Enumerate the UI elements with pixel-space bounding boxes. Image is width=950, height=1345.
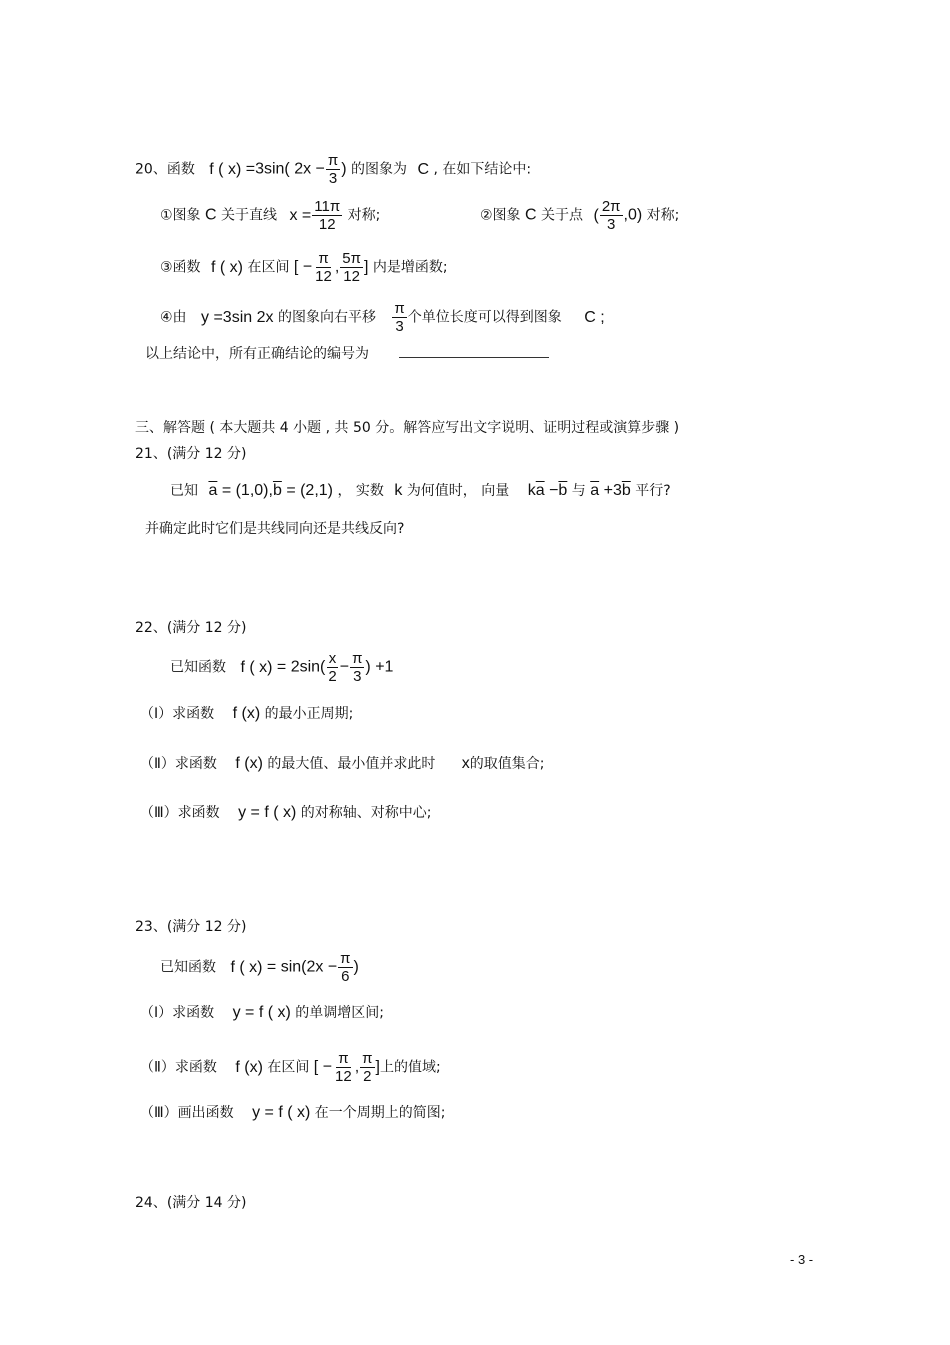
math-C: C xyxy=(205,206,217,224)
text: 在区间 xyxy=(267,1059,310,1076)
math-expr: y =3sin 2x xyxy=(201,308,274,326)
text: 已知函数 xyxy=(160,959,216,976)
vector-a: $\overline{a}$ xyxy=(590,482,600,499)
text: , 在如下结论中: xyxy=(433,161,532,178)
text: 的单调增区间; xyxy=(295,1005,384,1021)
q20-number: 20、函数 xyxy=(135,161,195,178)
text: （Ⅲ）求函数 xyxy=(140,805,220,821)
text: 的最小正周期; xyxy=(264,706,354,722)
q21-line1 xyxy=(170,482,671,500)
math-C: C xyxy=(417,160,430,178)
q23-part-2 xyxy=(140,1050,441,1085)
fraction: $\frac{\pi}{3}$ xyxy=(327,152,339,187)
q22-part-3 xyxy=(140,804,432,822)
paren: ) xyxy=(341,160,347,178)
text: （Ⅰ）求函数 xyxy=(140,706,215,722)
vector-b: $\overline{b}$ xyxy=(621,482,631,499)
math-fx: f ( x) xyxy=(240,658,273,676)
math-fx: f (x) xyxy=(235,755,263,772)
math-C: C xyxy=(525,206,537,224)
math-expr: ,0) xyxy=(623,206,643,224)
paren: ( xyxy=(593,206,599,224)
page-number: - 3 - xyxy=(790,1252,814,1267)
q24-head: 24、(满分 14 分) xyxy=(135,1195,247,1211)
text: 的最大值、最小值并求此时 xyxy=(267,756,436,772)
fraction: $\frac{\pi}{3}$ xyxy=(352,650,363,685)
text: 平行? xyxy=(635,483,671,499)
q21-line2: 并确定此时它们是共线同向还是共线反向? xyxy=(145,521,405,537)
q20-option-4 xyxy=(160,300,605,335)
q20-option-2 xyxy=(480,198,679,233)
math-expr: x = xyxy=(289,206,312,224)
text: 对称; xyxy=(347,207,381,224)
math-fx: f ( x) xyxy=(209,160,242,178)
text: 在区间 xyxy=(247,259,290,276)
math-x: x xyxy=(461,755,470,772)
section-heading: 三、解答题 ( 本大题共 4 小题 , 共 50 分。解答应写出文字说明、证明过程或演算步骤 ) xyxy=(135,420,680,436)
math-C: C ; xyxy=(584,308,605,326)
text: ①图象 xyxy=(160,207,201,224)
math-op: − xyxy=(339,658,350,676)
fraction: $\frac{11\pi}{12}$ xyxy=(314,198,341,233)
comma: , xyxy=(334,258,340,276)
paren: ) xyxy=(353,958,359,976)
q23-head: 23、(满分 12 分) xyxy=(135,919,247,935)
text: 个单位长度可以得到图象 xyxy=(407,309,562,326)
q23-part-3 xyxy=(140,1104,446,1122)
math-fx: f (x) xyxy=(235,1058,263,1076)
fraction: $\frac{5\pi}{12}$ xyxy=(342,250,361,285)
q20-option-3 xyxy=(160,250,448,285)
text: 为何值时， 向量 xyxy=(406,483,510,499)
text: （Ⅱ）求函数 xyxy=(140,1059,217,1076)
vector-b: $\overline{b}$ xyxy=(272,482,282,499)
text: ③函数 xyxy=(160,259,201,276)
bracket: [ − xyxy=(313,1058,333,1076)
q22-part-1 xyxy=(140,705,353,723)
math-fx: y = f ( x) xyxy=(232,1004,291,1021)
text: 的图象为 xyxy=(351,161,408,178)
math-k: k xyxy=(394,482,403,499)
math-fx: f (x) xyxy=(232,705,261,722)
q20-option-1 xyxy=(160,198,380,233)
q20-stem xyxy=(135,152,531,187)
text: 的取值集合; xyxy=(469,756,545,772)
math-op: − xyxy=(549,482,559,499)
text: 以上结论中，所有正确结论的编号为 xyxy=(145,346,369,362)
math-fx: f ( x) xyxy=(230,958,263,976)
text: 关于直线 xyxy=(221,207,278,224)
fraction: $\frac{\pi}{3}$ xyxy=(394,300,405,335)
math-fx: f ( x) xyxy=(211,258,244,276)
fraction: $\frac{\pi}{12}$ xyxy=(335,1050,352,1085)
math-expr: = (1,0), xyxy=(221,482,273,499)
math-expr: ) +1 xyxy=(365,658,394,676)
q21-head: 21、(满分 12 分) xyxy=(135,446,247,462)
text: 已知 xyxy=(170,483,198,499)
text: 关于点 xyxy=(541,207,584,224)
math-expr: =3sin( 2x − xyxy=(245,160,325,178)
text: 已知函数 xyxy=(170,659,226,676)
text: ④由 xyxy=(160,309,187,326)
text: 的对称轴、对称中心; xyxy=(300,805,432,821)
q22-part-2 xyxy=(140,755,545,773)
text: （Ⅱ）求函数 xyxy=(140,756,217,772)
math-k: k xyxy=(527,482,536,499)
math-fx: y = f ( x) xyxy=(238,804,297,821)
math-fx: y = f ( x) xyxy=(252,1104,311,1121)
text: 对称; xyxy=(646,207,680,224)
text: （Ⅲ）画出函数 xyxy=(140,1105,234,1121)
bracket: ] xyxy=(364,258,369,276)
text: 与 xyxy=(571,483,586,499)
bracket: [ − xyxy=(293,258,313,276)
q22-line1 xyxy=(170,650,393,685)
text: 上的值域; xyxy=(379,1059,441,1076)
fraction: $\frac{\pi}{6}$ xyxy=(340,950,351,985)
math-op: +3 xyxy=(603,482,622,499)
bracket: ] xyxy=(375,1058,380,1076)
text: （Ⅰ）求函数 xyxy=(140,1005,215,1021)
fraction: $\frac{\pi}{2}$ xyxy=(362,1050,373,1085)
answer-blank[interactable] xyxy=(399,345,549,358)
comma: , xyxy=(354,1058,360,1076)
vector-a: $\overline{a}$ xyxy=(208,482,218,499)
text: ②图象 xyxy=(480,207,521,224)
q22-head: 22、(满分 12 分) xyxy=(135,620,247,636)
q23-line1 xyxy=(160,950,359,985)
math-expr: = (2,1) xyxy=(286,482,333,499)
text: 内是增函数; xyxy=(372,259,448,276)
vector-a: $\overline{a}$ xyxy=(535,482,545,499)
q23-part-1 xyxy=(140,1004,384,1022)
text: ， 实数 xyxy=(337,483,384,499)
fraction: $\frac{x}{2}$ xyxy=(328,650,337,685)
fraction: $\frac{2\pi}{3}$ xyxy=(601,198,621,233)
math-expr: = sin(2x − xyxy=(266,958,338,976)
math-expr: = 2sin( xyxy=(276,658,326,676)
q20-conclusion xyxy=(145,345,549,363)
vector-b: $\overline{b}$ xyxy=(558,482,568,499)
fraction: $\frac{\pi}{12}$ xyxy=(315,250,332,285)
text: 在一个周期上的简图; xyxy=(314,1105,446,1121)
text: 的图象向右平移 xyxy=(277,309,376,326)
